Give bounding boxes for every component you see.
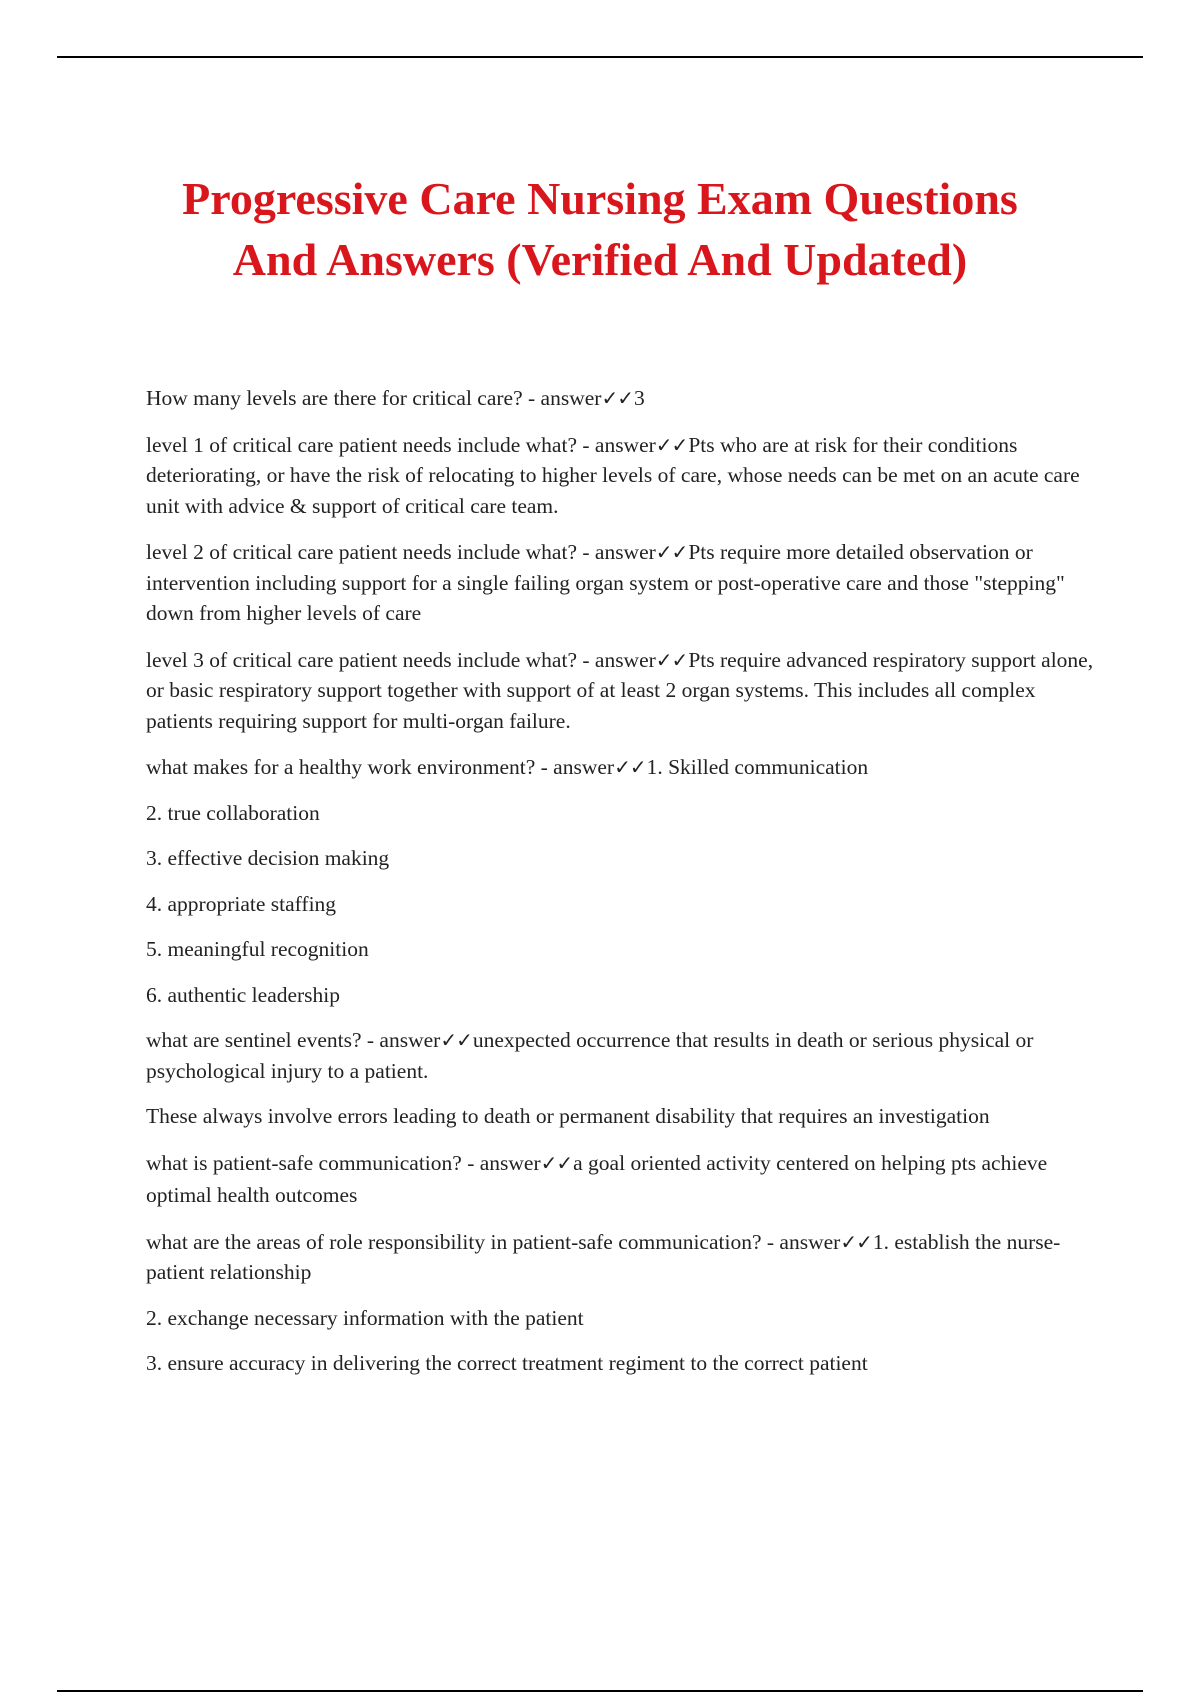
double-check-icon: ✓✓	[840, 1229, 872, 1254]
list-item: 2. exchange necessary information with the patient	[146, 1305, 584, 1330]
double-check-icon: ✓✓	[601, 386, 633, 410]
question-text: How many levels are there for critical care? - answer	[146, 386, 602, 410]
list-item: 5. meaningful recognition	[146, 937, 369, 961]
answer-text: unexpected occurrence that results in death or serious physical or psychological injury to a patient.	[146, 1028, 1034, 1083]
qa-item	[146, 752, 1096, 783]
answer-text: Pts require more detailed observation or intervention including support for a single failing organ system or post-operative care and those "stepping" down from higher levels of care	[146, 540, 1065, 625]
question-text: level 3 of critical care patient needs include what? - answer	[146, 647, 656, 672]
title-line-2: And Answers (Verified And Updated)	[232, 234, 968, 285]
list-item: 6. authentic leadership	[146, 982, 341, 1007]
double-check-icon: ✓✓	[540, 1150, 573, 1175]
double-check-icon: ✓✓	[655, 540, 688, 564]
answer-text: 3	[633, 386, 645, 410]
answer-text: Pts who are at risk for their conditions deteriorating, or have the risk of relocating to higher levels of care, whose needs can be met on an acute care unit with advice & support of critical care team.	[146, 432, 1080, 518]
answer-text: a goal oriented activity centered on helping pts achieve optimal health outcomes	[146, 1150, 1048, 1207]
list-item: 3. effective decision making	[146, 846, 390, 870]
double-check-icon: ✓✓	[440, 1028, 472, 1052]
answer-text: 1. establish the nurse-patient relationship	[146, 1229, 1061, 1284]
qa-item	[146, 430, 1096, 522]
double-check-icon: ✓✓	[614, 755, 646, 779]
document-title	[100, 168, 1100, 290]
sentinel-note: These always involve errors leading to death or permanent disability that requires an investigation	[146, 1104, 990, 1128]
qa-item	[146, 537, 1096, 629]
qa-content	[146, 383, 1096, 1394]
question-text: what are sentinel events? - answer	[146, 1028, 441, 1052]
header-rule	[57, 56, 1143, 58]
qa-item	[146, 1025, 1096, 1086]
question-text: what is patient-safe communication? - answer	[146, 1150, 541, 1175]
double-check-icon: ✓✓	[655, 647, 688, 672]
answer-text: 1. Skilled communication	[646, 755, 869, 779]
qa-item	[146, 1227, 1096, 1288]
question-text: level 2 of critical care patient needs include what? - answer	[146, 540, 656, 564]
list-item: 2. true collaboration	[146, 800, 320, 825]
footer-rule	[57, 1690, 1143, 1692]
question-text: what makes for a healthy work environment? - answer	[146, 755, 615, 779]
question-text: what are the areas of role responsibility in patient-safe communication? - answer	[146, 1229, 841, 1254]
qa-item	[146, 383, 1096, 414]
qa-item	[146, 1147, 1096, 1211]
list-item: 4. appropriate staffing	[146, 891, 337, 916]
double-check-icon: ✓✓	[655, 432, 688, 457]
question-text: level 1 of critical care patient needs include what? - answer	[146, 432, 656, 457]
qa-item	[146, 645, 1096, 737]
title-line-1: Progressive Care Nursing Exam Questions	[182, 173, 1018, 224]
list-item: 3. ensure accuracy in delivering the correct treatment regiment to the correct patient	[146, 1351, 868, 1375]
answer-text: Pts require advanced respiratory support alone, or basic respiratory support together with support of at least 2 organ systems. This includes all complex patients requiring support for multi-organ failure.	[146, 647, 1094, 733]
